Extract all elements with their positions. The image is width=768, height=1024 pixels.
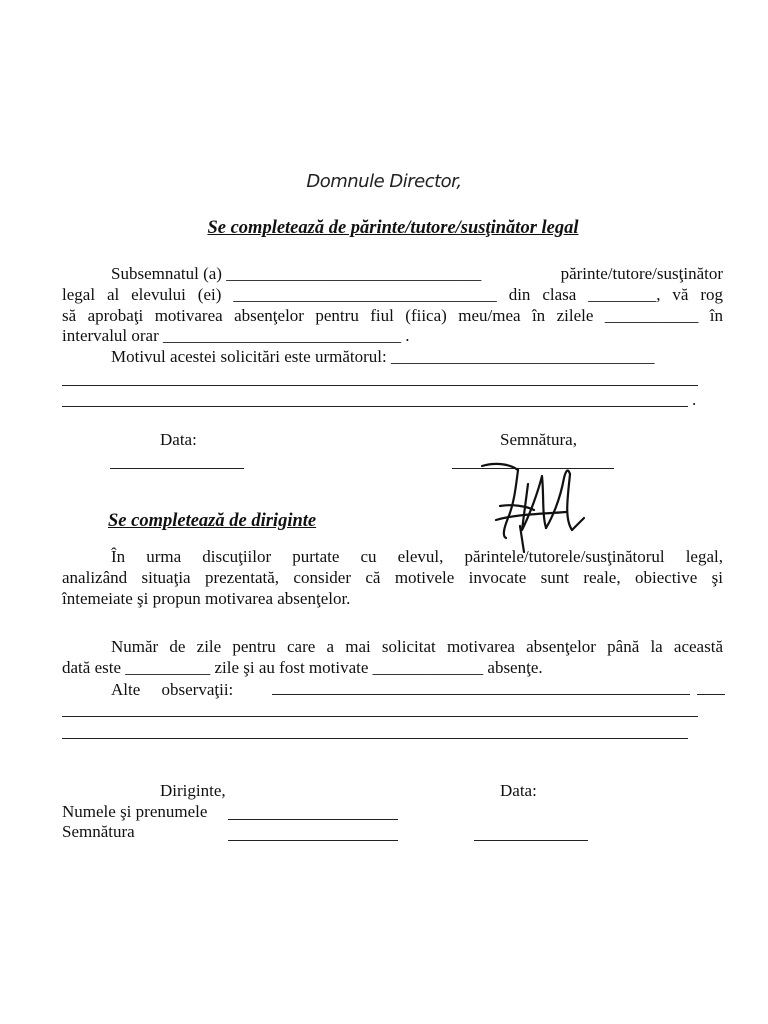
absence-count-paragraph [62,637,723,679]
request-line-1-start: Subsemnatul (a) ______________________________ [111,264,482,283]
parent-date-blank[interactable] [110,468,244,469]
parent-section-heading: Se completează de părinte/tutore/susţinător legal [207,218,579,238]
reason-end-period: . [692,390,697,409]
teacher-name-blank[interactable] [228,819,398,820]
assessment-line-2: analizând situaţia prezentată, consider că motivele invocate sunt reale, obiective şi [62,567,723,587]
absence-line-2: dată este __________ zile şi au fost motivate _____________ absenţe. [62,657,543,677]
teacher-section-heading: Se completează de diriginte [108,511,317,531]
reason-blank-line-1[interactable] [62,385,698,386]
parent-date-label: Data: [160,430,197,449]
parent-request-paragraph [62,264,723,368]
request-line-3: să aprobaţi motivarea absenţelor pentru fiul (fiica) meu/mea în zilele ___________ în [62,305,723,325]
request-line-1-end: părinte/tutore/susţinător [560,264,723,283]
teacher-signature-label: Semnătura [62,822,135,841]
assessment-line-3: întemeiate şi propun motivarea absenţelor. [62,588,351,608]
teacher-label: Diriginte, [160,781,226,800]
teacher-date-blank[interactable] [474,840,588,841]
observations-blank-inline[interactable] [272,694,690,695]
salutation: Domnule Director, [306,171,462,192]
observations-blank-line-1[interactable] [62,716,698,717]
request-line-2: legal al elevului (ei) _______________________________ din clasa ________, vă rog [62,284,723,304]
teacher-assessment-paragraph [62,547,723,609]
other-observations-label: Alte observaţii: [111,680,234,699]
reason-blank-line-2[interactable] [62,406,688,407]
teacher-name-label: Numele şi prenumele [62,802,208,821]
observations-blank-line-2[interactable] [62,738,688,739]
observations-blank-inline-end[interactable] [697,694,725,695]
handwritten-signature [476,456,588,556]
parent-signature-label: Semnătura, [500,430,577,449]
absence-line-1: Număr de zile pentru care a mai solicitat motivarea absenţelor până la această [111,637,723,656]
teacher-date-label: Data: [500,781,537,800]
request-line-4: intervalul orar ____________________________ . [62,326,410,346]
reason-line: Motivul acestei solicitări este următorul: _______________________________ [111,347,655,367]
assessment-line-1: În urma discuţiilor purtate cu elevul, părintele/tutorele/susţinătorul legal, [111,547,723,566]
teacher-signature-blank[interactable] [228,840,398,841]
